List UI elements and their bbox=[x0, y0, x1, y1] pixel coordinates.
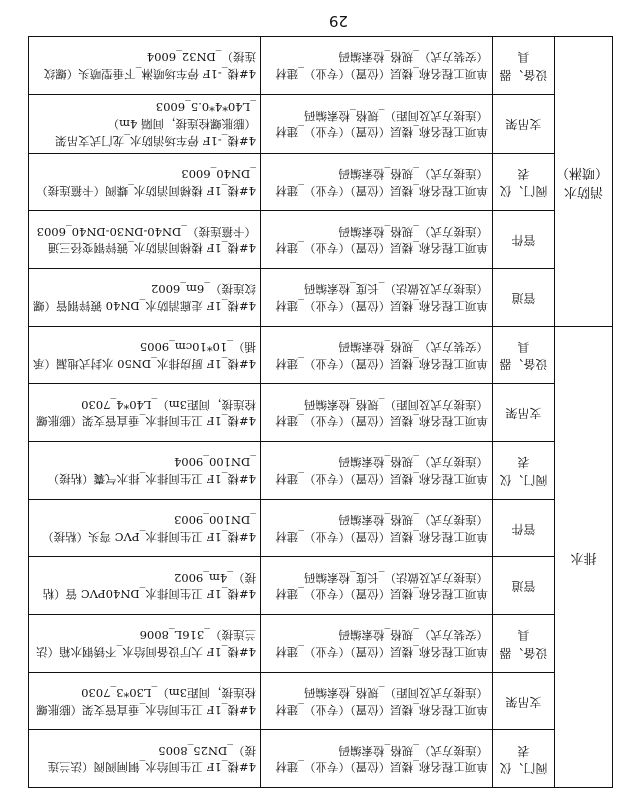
category-cell: 排水 bbox=[555, 326, 613, 787]
example-code-cell: 4#楼_-1F 停车场喷淋_下垂型喷头（螺纹连接）_DN32_6004 bbox=[29, 37, 261, 95]
subcategory-cell: 支吊架 bbox=[493, 94, 555, 153]
example-code-cell: 4#楼_1F 卫生间给水_垂直管支架（膨胀螺栓连接，间距3m）_L30*3_7030 bbox=[29, 672, 261, 730]
example-code-cell: 4#楼_1F 厨房排水_DN50 水封式地漏（承插）_10*10cm_9005 bbox=[29, 326, 261, 384]
subcategory-cell: 管件 bbox=[493, 499, 555, 557]
example-code-cell: 4#楼_1F 楼梯间消防水_镀锌钢变径三通（卡箍连接）_DN40-DN30-DN40_6003 bbox=[29, 211, 261, 269]
naming-template-cell: 单项工程名称_楼层（位置）（专业）_建材（连接方式及间距）_规格_检索编码 bbox=[261, 94, 493, 153]
naming-template-cell: 单项工程名称_楼层（位置）（专业）_建材（连接方式）_规格_检索编码 bbox=[261, 730, 493, 788]
table-row bbox=[29, 153, 613, 211]
subcategory-cell: 支吊架 bbox=[493, 672, 555, 730]
subcategory-cell: 设备、器具 bbox=[493, 326, 555, 384]
subcategory-cell: 阀门、仪表 bbox=[493, 442, 555, 500]
example-code-cell: 4#楼_-1F 停车场消防水_龙门式支吊架（膨胀螺栓连接，间隔 4m）_L40*4*0.5_6003 bbox=[29, 94, 261, 153]
example-code-cell: 4#楼_1F 大厅设备间给水_不锈钢水箱（法兰连接）_316L_8006 bbox=[29, 615, 261, 673]
table-row bbox=[29, 94, 613, 153]
subcategory-cell: 阀门、仪表 bbox=[493, 730, 555, 788]
naming-template-cell: 单项工程名称_楼层（位置）（专业）_建材（连接方式）_规格_检索编码 bbox=[261, 499, 493, 557]
subcategory-cell: 阀门、仪表 bbox=[493, 153, 555, 211]
table-row bbox=[29, 211, 613, 269]
table-row bbox=[29, 672, 613, 730]
example-code-cell: 4#楼_1F 卫生间排水_排水气囊（粘接）_DN100_9004 bbox=[29, 442, 261, 500]
example-code-cell: 4#楼_1F 卫生间排水_PVC 弯头（粘接）_DN100_9003 bbox=[29, 499, 261, 557]
example-code-cell: 4#楼_1F 走廊消防水_DN40 镀锌钢管（螺纹连接）_6m_6002 bbox=[29, 269, 261, 327]
naming-template-cell: 单项工程名称_楼层（位置）（专业）_建材（连接方式）_规格_检索编码 bbox=[261, 442, 493, 500]
classification-table bbox=[28, 36, 613, 788]
table-row bbox=[29, 37, 613, 95]
naming-template-cell: 单项工程名称_楼层（位置）（专业）_建材（连接方式）_规格_检索编码 bbox=[261, 211, 493, 269]
table-row bbox=[29, 499, 613, 557]
table-body bbox=[29, 37, 613, 788]
subcategory-cell: 管道 bbox=[493, 269, 555, 327]
table-row bbox=[29, 557, 613, 615]
example-code-cell: 4#楼_1F 卫生间排水_DN40PVC 管（粘接）_4m_9002 bbox=[29, 557, 261, 615]
naming-template-cell: 单项工程名称_楼层（位置）（专业）_建材（安装方式）_规格_检索编码 bbox=[261, 326, 493, 384]
subcategory-cell: 管道 bbox=[493, 557, 555, 615]
example-code-cell: 4#楼_1F 楼梯间消防水_蝶阀（卡箍连接）_DN40_6003 bbox=[29, 153, 261, 211]
subcategory-cell: 设备、器具 bbox=[493, 615, 555, 673]
naming-template-cell: 单项工程名称_楼层（位置）（专业）_建材（连接方式及做法）_长度_检索编码 bbox=[261, 269, 493, 327]
table-row bbox=[29, 269, 613, 327]
subcategory-cell: 支吊架 bbox=[493, 384, 555, 442]
subcategory-cell: 管件 bbox=[493, 211, 555, 269]
table-row bbox=[29, 442, 613, 500]
table-row bbox=[29, 384, 613, 442]
subcategory-cell: 设备、器具 bbox=[493, 37, 555, 95]
naming-template-cell: 单项工程名称_楼层（位置）（专业）_建材（连接方式）_规格_检索编码 bbox=[261, 153, 493, 211]
example-code-cell: 4#楼_1F 卫生间排水_垂直管支架（膨胀螺栓连接，间距3m）_L40*4_7030 bbox=[29, 384, 261, 442]
naming-template-cell: 单项工程名称_楼层（位置）（专业）_建材（连接方式及间距）_规格_检索编码 bbox=[261, 384, 493, 442]
category-cell: 消防水（喷淋） bbox=[555, 37, 613, 327]
table-row bbox=[29, 730, 613, 788]
table-row bbox=[29, 326, 613, 384]
naming-template-cell: 单项工程名称_楼层（位置）（专业）_建材（连接方式及间距）_规格_检索编码 bbox=[261, 672, 493, 730]
naming-template-cell: 单项工程名称_楼层（位置）（专业）_建材（连接方式及做法）_长度_检索编码 bbox=[261, 557, 493, 615]
table-row bbox=[29, 615, 613, 673]
example-code-cell: 4#楼_1F 卫生间给水_铜闸阀阀（法兰连接）_DN25_8005 bbox=[29, 730, 261, 788]
naming-template-cell: 单项工程名称_楼层（位置）（专业）_建材（安装方式）_规格_检索编码 bbox=[261, 615, 493, 673]
naming-template-cell: 单项工程名称_楼层（位置）（专业）_建材（安装方式）_规格_检索编码 bbox=[261, 37, 493, 95]
page-number: 29 bbox=[328, 12, 348, 30]
